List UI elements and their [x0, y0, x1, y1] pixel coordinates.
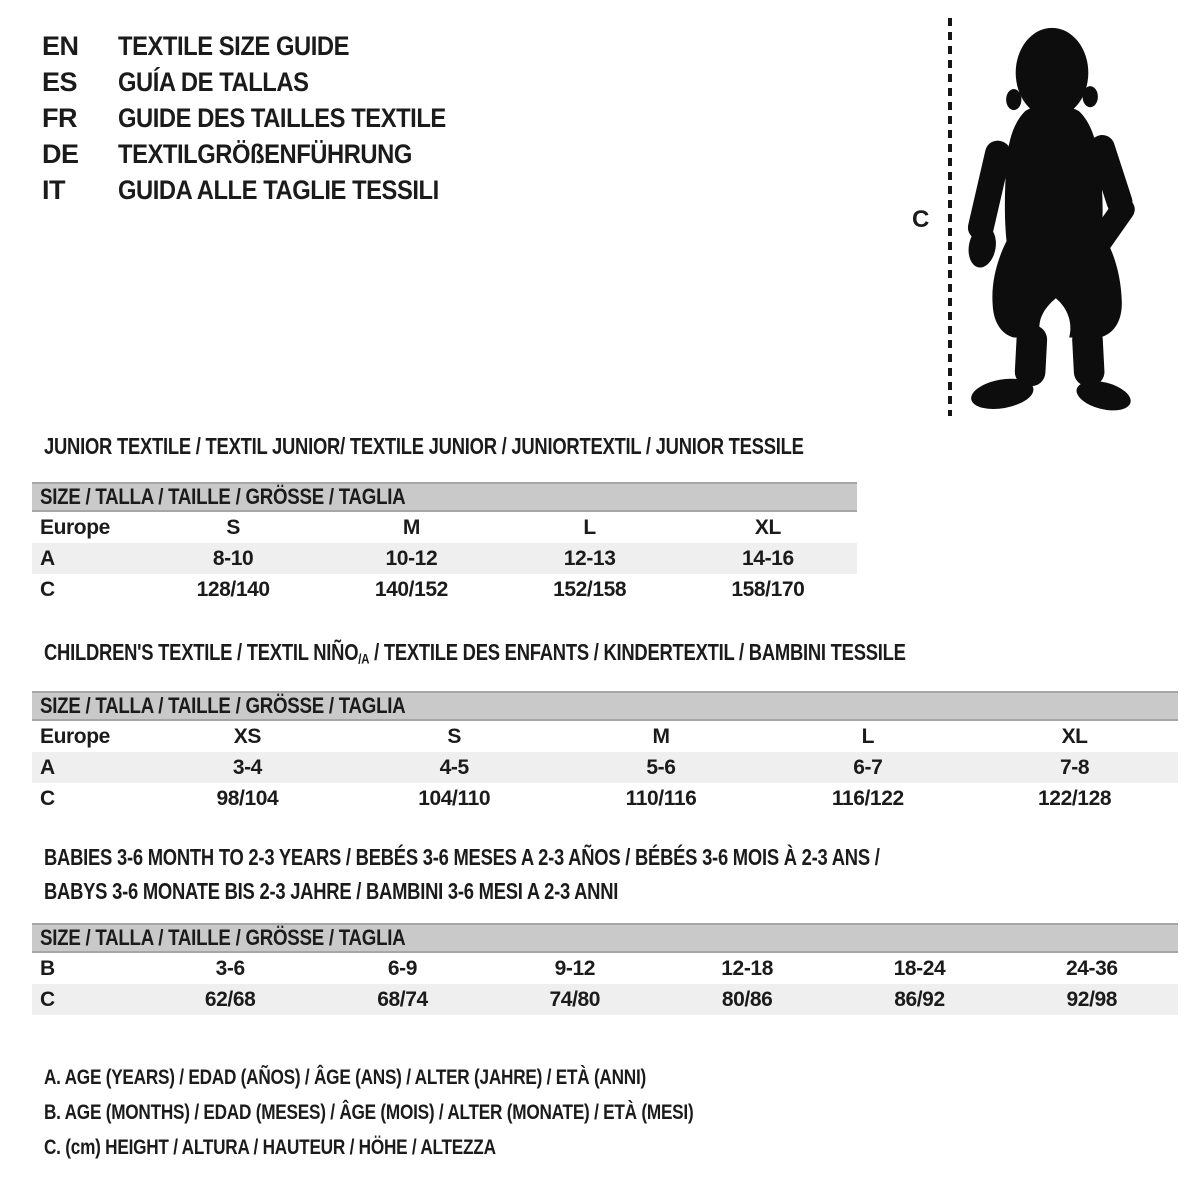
- language-title: TEXTILE SIZE GUIDE: [118, 30, 350, 61]
- height-cell: 122/128: [1038, 786, 1112, 810]
- section-title-babies: BABIES 3-6 MONTH TO 2-3 YEARS / BEBÉS 3-6 MESES A 2-3 AÑOS / BÉBÉS 3-6 MOIS À 2-3 ANS / BABYS 3-6 MONATE BIS 2-3 JAHRE / BAMBINI 3-6 MESI A 2-3 ANNI: [44, 843, 880, 904]
- height-cell: 140/152: [374, 577, 448, 601]
- language-code: EN: [42, 30, 79, 61]
- size-cell: S: [226, 515, 240, 539]
- row-label: Europe: [40, 724, 110, 748]
- junior-size-table: [32, 482, 857, 605]
- age-cell: 6-9: [387, 956, 418, 980]
- age-cell: 8-10: [212, 546, 254, 570]
- table-row: [32, 512, 857, 543]
- babies-size-table: [32, 923, 1178, 1015]
- height-cell: 62/68: [204, 987, 256, 1011]
- row-label: C: [40, 987, 55, 1011]
- table-row: [32, 721, 1178, 752]
- legend-line-a: A. AGE (YEARS) / EDAD (AÑOS) / ÂGE (ANS) / ALTER (JAHRE) / ETÀ (ANNI): [44, 1065, 647, 1089]
- height-cell: 104/110: [418, 786, 491, 810]
- language-title: TEXTILGRÖßENFÜHRUNG: [118, 138, 412, 169]
- toddler-silhouette-icon: [966, 16, 1138, 422]
- height-cell: 110/116: [625, 786, 697, 810]
- language-row-it: [42, 172, 491, 208]
- language-title: GUIDE DES TAILLES TEXTILE: [118, 102, 446, 133]
- measurement-legend: [44, 1060, 856, 1165]
- table-row: [32, 752, 1178, 783]
- row-label: C: [40, 786, 55, 810]
- size-cell: S: [447, 724, 461, 748]
- height-cell: 152/158: [553, 577, 627, 601]
- legend-line-c: C. (cm) HEIGHT / ALTURA / HAUTEUR / HÖHE / ALTEZZA: [44, 1135, 496, 1159]
- height-cell: 80/86: [721, 987, 773, 1011]
- size-cell: XL: [1061, 724, 1088, 748]
- language-row-es: [42, 64, 491, 100]
- size-cell: XL: [754, 515, 781, 539]
- language-code: IT: [42, 174, 65, 205]
- age-cell: 9-12: [554, 956, 596, 980]
- table-row: [32, 984, 1178, 1015]
- language-row-en: [42, 28, 491, 64]
- age-cell: 10-12: [385, 546, 438, 570]
- age-cell: 12-13: [563, 546, 616, 570]
- age-cell: 12-18: [721, 956, 773, 980]
- height-cell: 128/140: [196, 577, 270, 601]
- row-label: A: [40, 755, 55, 779]
- row-label: A: [40, 546, 55, 570]
- language-row-de: [42, 136, 491, 172]
- row-label: C: [40, 577, 55, 601]
- age-cell: 3-6: [215, 956, 245, 980]
- language-row-fr: [42, 100, 491, 136]
- height-cell: 98/104: [216, 786, 279, 810]
- table-row: [32, 574, 857, 605]
- size-cell: M: [652, 724, 670, 748]
- height-measure-figure: [912, 14, 1178, 424]
- size-cell: XS: [233, 724, 261, 748]
- height-cell: 158/170: [731, 577, 805, 601]
- row-label: B: [40, 956, 55, 980]
- height-cell: 86/92: [894, 987, 945, 1011]
- size-header-bar: SIZE / TALLA / TAILLE / GRÖSSE / TAGLIA: [32, 691, 1178, 721]
- language-list: [42, 28, 491, 208]
- section-title-junior: JUNIOR TEXTILE / TEXTIL JUNIOR/ TEXTILE JUNIOR / JUNIORTEXTIL / JUNIOR TESSILE: [44, 432, 804, 459]
- size-header-bar: SIZE / TALLA / TAILLE / GRÖSSE / TAGLIA: [32, 923, 1178, 953]
- language-code: ES: [42, 66, 78, 97]
- size-cell: L: [861, 724, 874, 748]
- language-title: GUIDA ALLE TAGLIE TESSILI: [118, 174, 439, 205]
- age-cell: 3-4: [232, 755, 262, 779]
- height-cell: 116/122: [831, 786, 904, 810]
- table-row: [32, 543, 857, 574]
- age-cell: 18-24: [893, 956, 946, 980]
- size-header-bar: SIZE / TALLA / TAILLE / GRÖSSE / TAGLIA: [32, 482, 857, 512]
- height-cell: 68/74: [377, 987, 428, 1011]
- table-row: [32, 783, 1178, 814]
- children-size-table: [32, 691, 1178, 814]
- language-code: DE: [42, 138, 79, 169]
- row-label: Europe: [40, 515, 110, 539]
- measure-label-c: C: [912, 206, 930, 233]
- age-cell: 14-16: [742, 546, 794, 570]
- language-code: FR: [42, 102, 77, 133]
- size-cell: M: [402, 515, 420, 539]
- table-row: [32, 953, 1178, 984]
- legend-line-b: B. AGE (MONTHS) / EDAD (MESES) / ÂGE (MOIS) / ALTER (MONATE) / ETÀ (MESI): [44, 1100, 694, 1124]
- age-cell: 6-7: [853, 755, 883, 779]
- section-title-children: CHILDREN'S TEXTILE / TEXTIL $NIÑO_{/A}$ / TEXTILE DES ENFANTS / KINDERTEXTIL / BAMBINI TESSILE: [44, 638, 906, 668]
- height-cell: 74/80: [549, 987, 601, 1011]
- language-title: GUÍA DE TALLAS: [118, 66, 309, 97]
- age-cell: 5-6: [646, 755, 676, 779]
- height-cell: 92/98: [1066, 987, 1118, 1011]
- age-cell: 4-5: [439, 755, 469, 779]
- nino-a-subscript: /A: [358, 651, 370, 668]
- age-cell: 24-36: [1065, 956, 1118, 980]
- size-cell: L: [583, 515, 596, 539]
- height-measure-line: [948, 18, 952, 416]
- age-cell: 7-8: [1060, 755, 1090, 779]
